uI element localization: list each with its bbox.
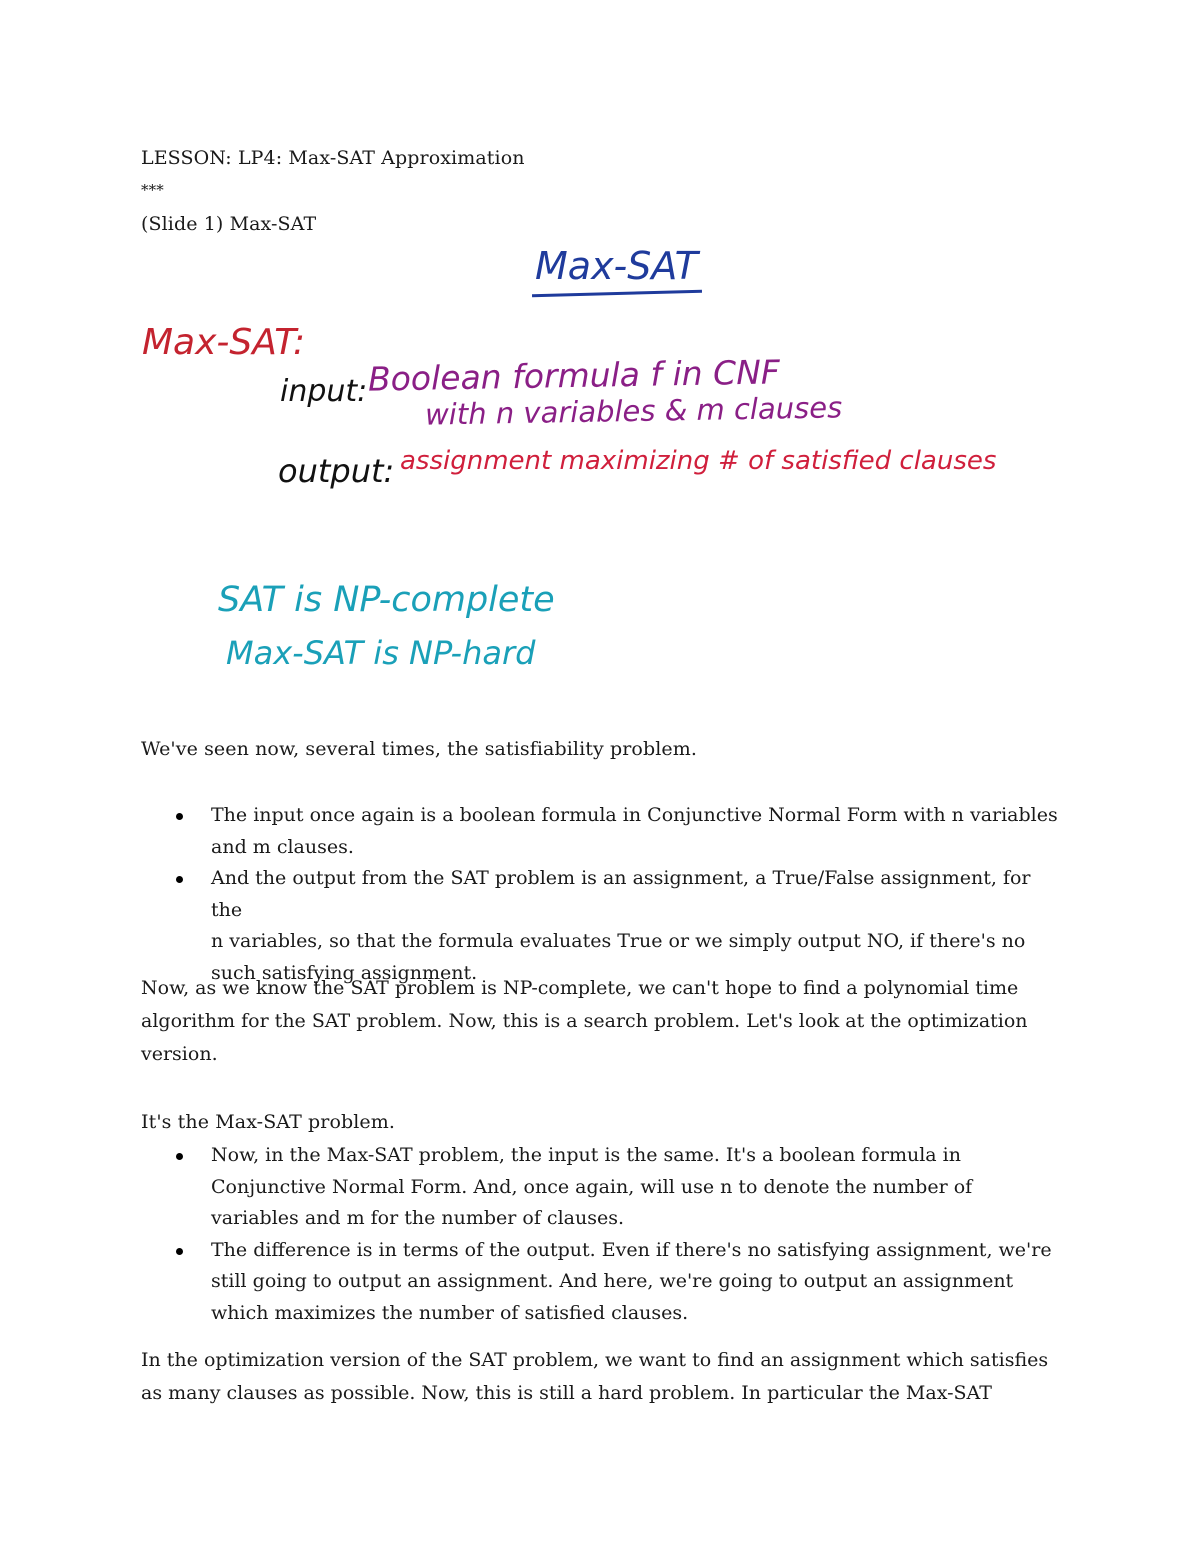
list-item-line: which maximizes the number of satisfied clauses. xyxy=(211,1301,689,1324)
list-item-line: such satisfying assignment. xyxy=(211,961,478,984)
list-item xyxy=(141,1235,1066,1330)
paragraph-max-sat: It's the Max-SAT problem. xyxy=(141,1111,396,1133)
bullet-icon xyxy=(176,813,183,820)
input-label: input: xyxy=(280,374,368,409)
bullet-icon xyxy=(176,1248,183,1255)
paragraph-line: version. xyxy=(141,1043,218,1065)
problem-label: Max-SAT: xyxy=(142,322,306,363)
intro-paragraph: We've seen now, several times, the satisfiability problem. xyxy=(141,738,698,760)
paragraph-line: as many clauses as possible. Now, this is still a hard problem. In particular the Max-SAT xyxy=(141,1382,992,1404)
bullet-list-2 xyxy=(141,1140,1066,1329)
list-item-line: and m clauses. xyxy=(211,835,354,858)
list-item-line: Conjunctive Normal Form. And, once again, will use n to denote the number of xyxy=(211,1175,973,1198)
list-item-line: variables and m for the number of clauses. xyxy=(211,1207,624,1229)
list-item xyxy=(141,1140,1066,1235)
input-line-1: Boolean formula f in CNF xyxy=(367,352,781,399)
slide-title: Max-SAT xyxy=(535,244,698,288)
bullet-icon xyxy=(176,1153,183,1160)
note-line-1: SAT is NP-complete xyxy=(218,580,555,620)
input-line-2: with n variables & m clauses xyxy=(424,390,843,432)
slide-heading: (Slide 1) Max-SAT xyxy=(141,213,317,235)
list-item xyxy=(141,863,1066,989)
output-label: output: xyxy=(278,452,395,490)
bullet-icon xyxy=(176,876,183,883)
list-item-line: And the output from the SAT problem is an assignment, a True/False assignment, for the xyxy=(211,867,1031,921)
output-text: assignment maximizing # of satisfied clauses xyxy=(400,446,997,476)
paragraph-np-complete xyxy=(141,972,1061,1071)
list-item xyxy=(141,800,1066,863)
bullet-list-1 xyxy=(141,800,1066,989)
paragraph-line: algorithm for the SAT problem. Now, this is a search problem. Let's look at the optimization xyxy=(141,1010,1028,1032)
list-item-line: still going to output an assignment. And here, we're going to output an assignment xyxy=(211,1270,1014,1292)
separator: *** xyxy=(141,181,164,199)
list-item-line: n variables, so that the formula evaluates True or we simply output NO, if there's no xyxy=(211,930,1026,952)
slide-image xyxy=(130,236,1070,696)
paragraph-optimization xyxy=(141,1344,1061,1410)
note-line-2: Max-SAT is NP-hard xyxy=(226,634,536,672)
lesson-title: LESSON: LP4: Max-SAT Approximation xyxy=(141,147,525,169)
list-item-line: The input once again is a boolean formula in Conjunctive Normal Form with n variables xyxy=(211,804,1058,826)
slide-title-underline xyxy=(532,290,702,297)
paragraph-line: In the optimization version of the SAT problem, we want to find an assignment which satisfies xyxy=(141,1349,1049,1371)
list-item-line: The difference is in terms of the output. Even if there's no satisfying assignment, we're xyxy=(211,1238,1052,1261)
paragraph-line: Now, as we know the SAT problem is NP-complete, we can't hope to find a polynomial time xyxy=(141,977,1019,999)
list-item-line: Now, in the Max-SAT problem, the input is the same. It's a boolean formula in xyxy=(211,1144,961,1166)
